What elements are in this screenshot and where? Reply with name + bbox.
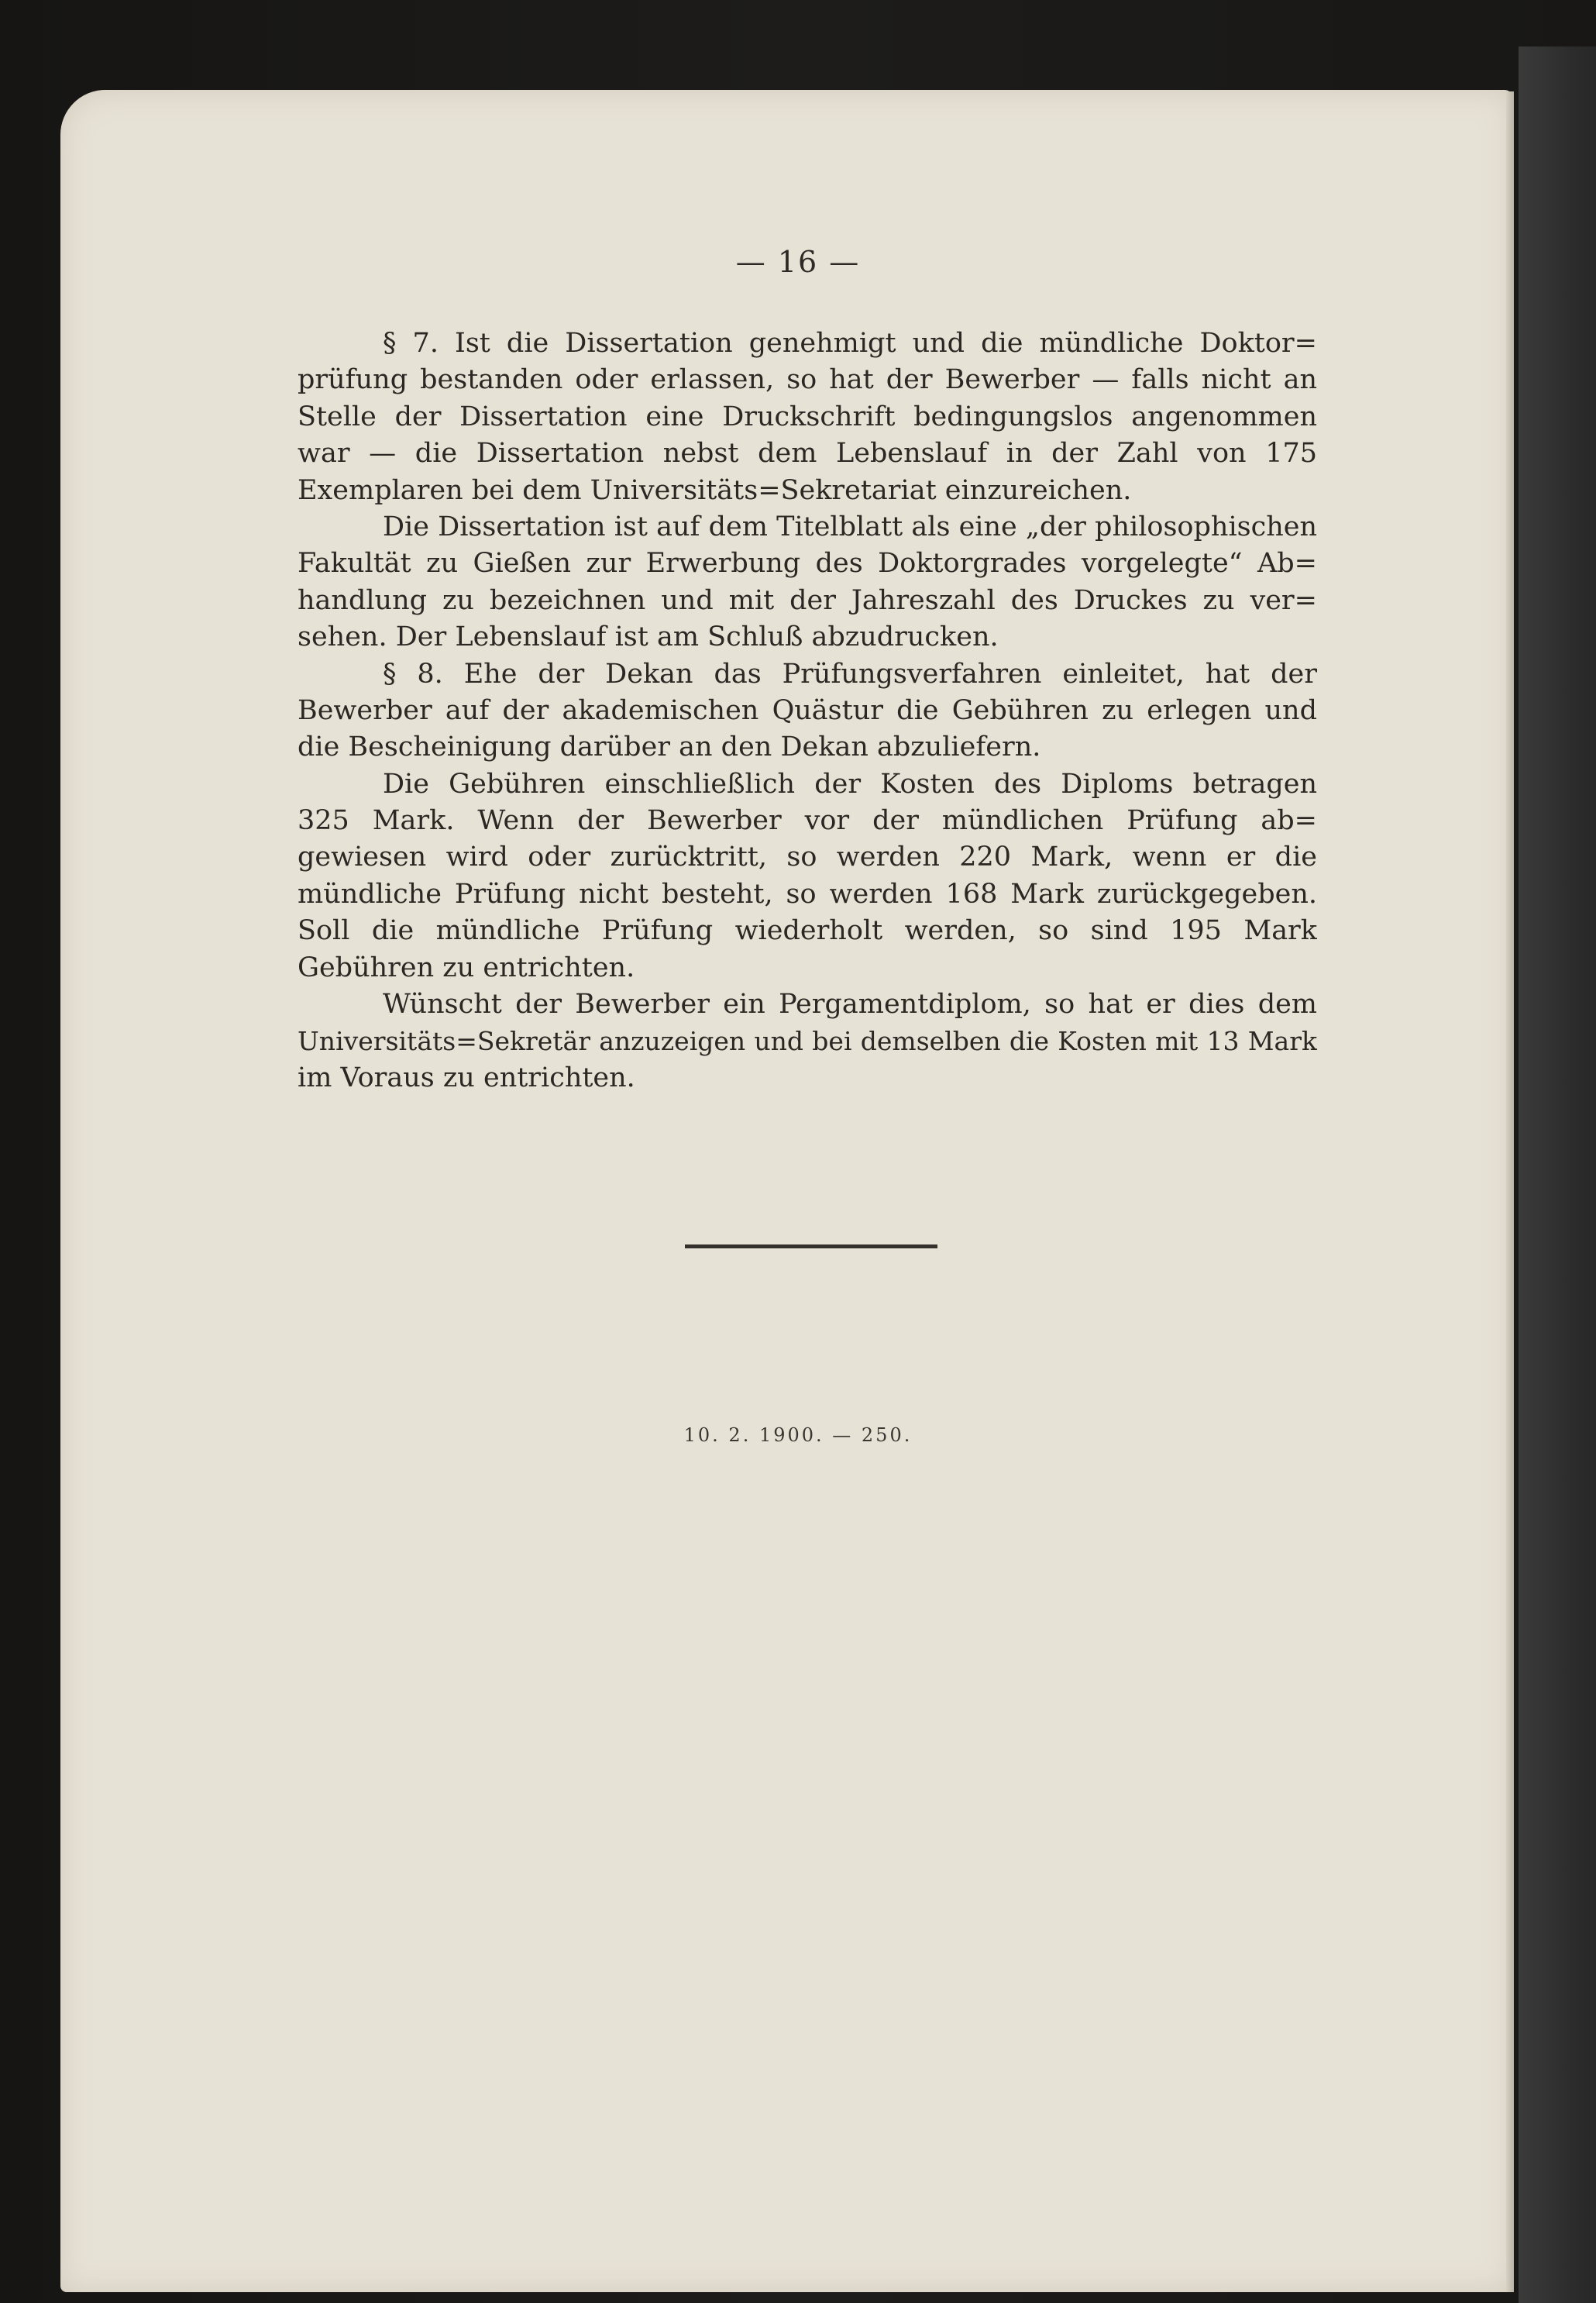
page-edge xyxy=(1506,91,1514,2292)
background-board xyxy=(1519,46,1596,2303)
text-line: handlung zu bezeichnen und mit der Jahreszahl des Druckes zu ver= xyxy=(298,584,1317,616)
text-line: prüfung bestanden oder erlassen, so hat der Bewerber — falls nicht an xyxy=(298,364,1317,396)
text-line: Universitäts=Sekretär anzuzeigen und bei demselben die Kosten mit 13 Mark xyxy=(298,1026,1317,1057)
text-line: Wünscht der Bewerber ein Pergamentdiplom, so hat er dies dem xyxy=(383,989,1317,1021)
text-line: 325 Mark. Wenn der Bewerber vor der mündlichen Prüfung ab= xyxy=(298,805,1317,837)
text-line: Exemplaren bei dem Universitäts=Sekretariat einzureichen. xyxy=(298,474,1132,506)
text-line: die Bescheinigung darüber an den Dekan abzuliefern. xyxy=(298,732,1041,763)
text-line: Stelle der Dissertation eine Druckschrift bedingungslos angenommen xyxy=(298,401,1317,432)
body-text xyxy=(298,325,1317,1096)
text-line: § 8. Ehe der Dekan das Prüfungsverfahren einleitet, hat der xyxy=(383,658,1317,690)
text-line: sehen. Der Lebenslauf ist am Schluß abzudrucken. xyxy=(298,621,999,653)
text-line: Die Dissertation ist auf dem Titelblatt als eine „der philosophischen xyxy=(383,511,1317,542)
text-line: Soll die mündliche Prüfung wiederholt werden, so sind 195 Mark xyxy=(298,915,1317,947)
text-line: mündliche Prüfung nicht besteht, so werden 168 Mark zurückgegeben. xyxy=(298,878,1317,910)
text-line: Die Gebühren einschließlich der Kosten des Diploms betragen xyxy=(383,768,1317,800)
separator-rule xyxy=(685,1244,937,1248)
page-number: — 16 — xyxy=(735,245,861,279)
text-line: Gebühren zu entrichten. xyxy=(298,952,635,983)
text-line: im Voraus zu entrichten. xyxy=(298,1062,635,1093)
text-line: gewiesen wird oder zurücktritt, so werden 220 Mark, wenn er die xyxy=(298,842,1317,873)
text-line: Bewerber auf der akademischen Quästur die Gebühren zu erlegen und xyxy=(298,694,1317,726)
print-info: 10. 2. 1900. — 250. xyxy=(683,1424,913,1446)
text-line: war — die Dissertation nebst dem Lebenslauf in der Zahl von 175 xyxy=(298,438,1317,470)
text-line: Fakultät zu Gießen zur Erwerbung des Doktorgrades vorgelegte“ Ab= xyxy=(298,548,1317,580)
text-line: § 7. Ist die Dissertation genehmigt und die mündliche Doktor= xyxy=(383,328,1317,359)
